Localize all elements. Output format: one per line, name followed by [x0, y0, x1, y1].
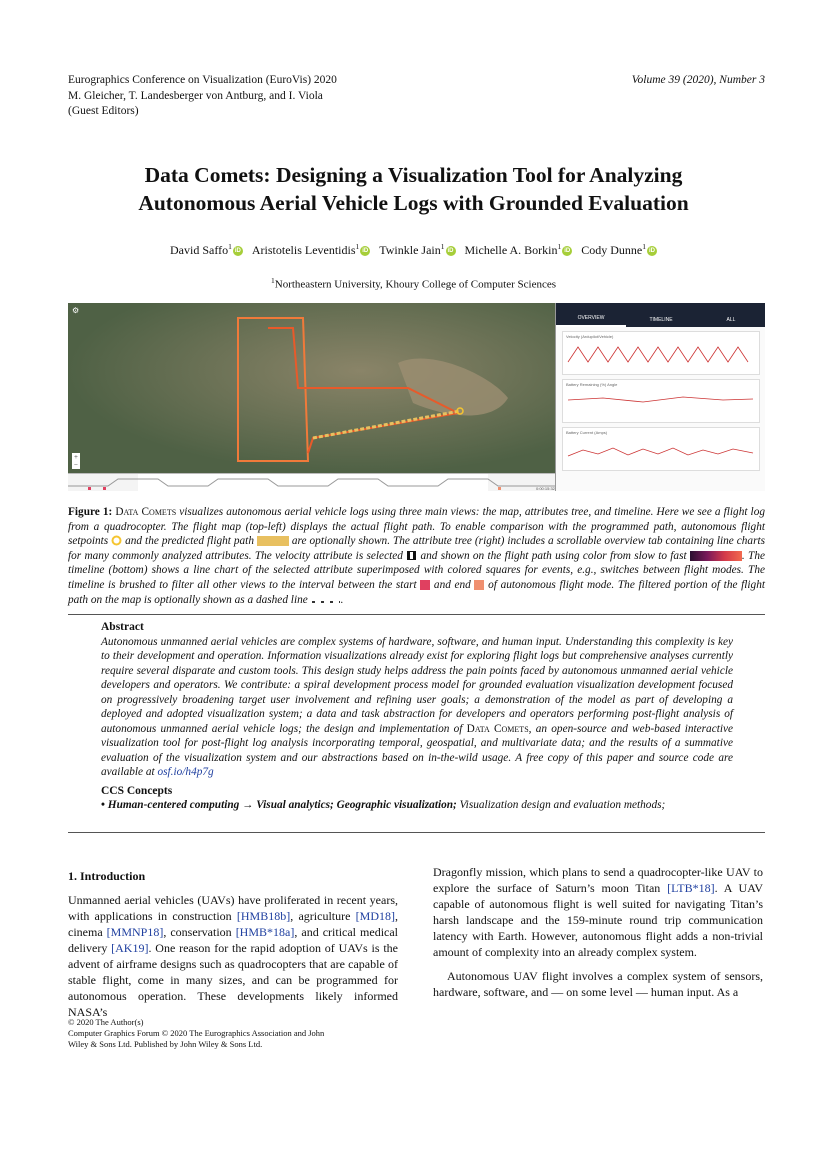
gear-icon[interactable]: ⚙	[72, 306, 80, 315]
timeline-time-label: 0:00:15:32	[536, 486, 555, 491]
event-square	[498, 487, 501, 490]
paragraph: Unmanned aerial vehicles (UAVs) have proliferated in recent years, with applications in construction [HMB18b], agriculture [MD18], cinema [MMNP18], conservation [HMB*18a], and critical medical delivery [AK19]. One reason for the rapid adoption of UAVs is the advent of airframe designs such as quadrocopters that are capable of stable flight, come in many sizes, and can be programmed for autonomous operation. These developments likely informed NASA’s	[68, 893, 399, 1019]
citation-link[interactable]: [MMNP18]	[106, 925, 164, 939]
tab-all[interactable]: ALL	[726, 317, 736, 323]
attribute-chart[interactable]: Battery Remaining (%) Angle	[562, 379, 760, 423]
abstract-heading: Abstract	[101, 621, 144, 633]
author: Twinkle Jain$^1$ iD	[379, 242, 454, 257]
setpoint-icon	[111, 535, 122, 546]
predicted-path-swatch	[257, 536, 289, 546]
map-icon	[406, 550, 417, 561]
ccs-line: • Human-centered computing → Visual analytics; Geographic visualization; Visualization design and evaluation methods;	[101, 799, 666, 811]
chart-line	[568, 347, 748, 362]
tab-overview[interactable]: OVERVIEW	[556, 315, 626, 327]
author: Cody Dunne$^1$ iD	[581, 242, 655, 257]
copyright-footer	[68, 1017, 324, 1050]
map-svg	[68, 303, 555, 473]
paragraph: Dragonfly mission, which plans to send a quadrocopter-like UAV to explore the surface of Saturn’s moon Titan [LTB*18]. A UAV capable of autonomous flight is well suited for navigating Titan’s harsh landscape and the 159-minute round trip communication latency with Earth. However, autonomous flight adds a non-trivial amount of complexity into an already complex system.	[433, 865, 763, 959]
volume-info: Volume 39 (2020), Number 3	[631, 74, 765, 86]
orcid-icon[interactable]: iD	[564, 248, 571, 254]
orcid-icon[interactable]: iD	[649, 248, 655, 254]
left-column	[68, 868, 398, 1028]
journal-header	[68, 73, 337, 120]
attribute-chart[interactable]: Velocity (Ardupilot/Vehicle)	[562, 331, 760, 375]
title-line: Autonomous Aerial Vehicle Logs with Grounded Evaluation	[138, 191, 689, 215]
ccs-heading: CCS Concepts	[101, 784, 173, 797]
citation-link[interactable]: [MD18]	[355, 909, 395, 923]
start-event-swatch	[420, 580, 430, 590]
chart-line	[568, 397, 753, 402]
event-square	[88, 487, 91, 490]
section-heading: 1. Introduction	[68, 869, 146, 883]
flight-map[interactable]	[68, 303, 555, 473]
footer-line: Computer Graphics Forum © 2020 The Eurographics Association and John	[68, 1028, 325, 1038]
velocity-gradient-swatch	[690, 551, 742, 561]
timeline-brush	[138, 474, 488, 491]
end-event-swatch	[474, 580, 484, 590]
timeline-svg	[68, 474, 555, 491]
citation-link[interactable]: [HMB18b]	[236, 909, 291, 923]
orcid-icon[interactable]: iD	[362, 248, 369, 254]
author: Michelle A. Borkin$^1$ iD	[464, 242, 571, 257]
author: David Saffo$^1$ iD	[170, 242, 241, 257]
header-line: Eurographics Conference on Visualization (EuroVis) 2020	[68, 74, 337, 86]
teaser-figure	[68, 303, 765, 491]
figure-caption: Figure 1: Data Comets visualizes autonomous aerial vehicle logs using three main views: the map, attributes tree, and timeline. Here we see a flight log from a quadrocopter. The flight map (top-left) displays the actual flight path. To enable comparison with the programmed path, autonomous flight setpoints and the predicted flight path are optionally shown. The attribute tree (right) includes a scrollable overview tab containing line charts for many commonly analyzed attributes. The velocity attribute is selected and shown on the flight path using color from slow to fast . The timeline (bottom) shows a line chart of the selected attribute superimposed with colored squares for events, e.g., switches between flight modes. The timeline is brushed to filter all other views to the interval between the start and end of autonomous flight mode. The filtered portion of the flight path on the map is optionally shown as a dashed line .	[68, 506, 765, 606]
attributes-panel	[555, 303, 765, 491]
paper-title	[0, 161, 827, 217]
abstract	[101, 620, 733, 813]
dashed-line-icon	[311, 597, 341, 605]
author-list	[0, 242, 827, 258]
title-line: Data Comets: Designing a Visualization Tool for Analyzing	[144, 163, 683, 187]
citation-link[interactable]: [AK19]	[111, 941, 149, 955]
footer-line: © 2020 The Author(s)	[68, 1017, 144, 1027]
orcid-icon[interactable]: iD	[234, 248, 241, 254]
paragraph: Autonomous UAV flight involves a complex system of sensors, hardware, software, and — on some level — human input. As a	[433, 969, 763, 999]
zoom-control[interactable]: + −	[72, 453, 80, 469]
citation-link[interactable]: [HMB*18a]	[235, 925, 295, 939]
attribute-tabs	[556, 303, 765, 327]
citation-link[interactable]: [LTB*18]	[667, 881, 715, 895]
footer-line: Wiley & Sons Ltd. Published by John Wiley & Sons Ltd.	[68, 1039, 263, 1049]
right-column	[433, 864, 763, 1008]
header-line: M. Gleicher, T. Landesberger von Antburg, and I. Viola	[68, 89, 323, 102]
affiliation: $^1$Northeastern University, Khoury College of Computer Sciences	[271, 276, 556, 291]
attribute-chart[interactable]: Battery Current (Amps)	[562, 427, 760, 471]
event-square	[103, 487, 106, 490]
orcid-icon[interactable]: iD	[447, 248, 454, 254]
ccs-concepts	[101, 784, 733, 813]
section-divider	[68, 832, 765, 833]
abstract-text: Autonomous unmanned aerial vehicles are complex systems of hardware, software, and human input. Understanding this complexity is key to their development and operation. Information visualizations already exist for exploring flight logs but comprehensive analyses currently require several disparate and custom tools. This design study helps address the pain points faced by autonomous unmanned aerial vehicle developers and operators. We contribute: a spiral development process model for grounded evaluation visualization development focused on progressively broadening target user involvement and refining user goals; a demonstration of the model as part of developing a deployed and adopted visualization system; a data and task abstraction for developers and operators performing post-flight analysis of autonomous unmanned aerial vehicle logs; the design and implementation of Data Comets, an open-source and web-based interactive visualization tool for post-flight log analysis incorporating temporal, geospatial, and multivariate data; and the results of a summative evaluation of the visualization system and our abstractions based on in-the-wild usage. A free copy of this paper and source code are available at osf.io/h4p7g	[101, 635, 734, 778]
author: Aristotelis Leventidis$^1$ iD	[251, 242, 369, 257]
header-line: (Guest Editors)	[68, 105, 139, 117]
section-divider	[68, 614, 765, 615]
osf-link[interactable]: osf.io/h4p7g	[157, 766, 214, 778]
chart-line	[568, 448, 753, 456]
tab-timeline[interactable]: TIMELINE	[649, 317, 673, 323]
timeline[interactable]	[68, 473, 555, 491]
